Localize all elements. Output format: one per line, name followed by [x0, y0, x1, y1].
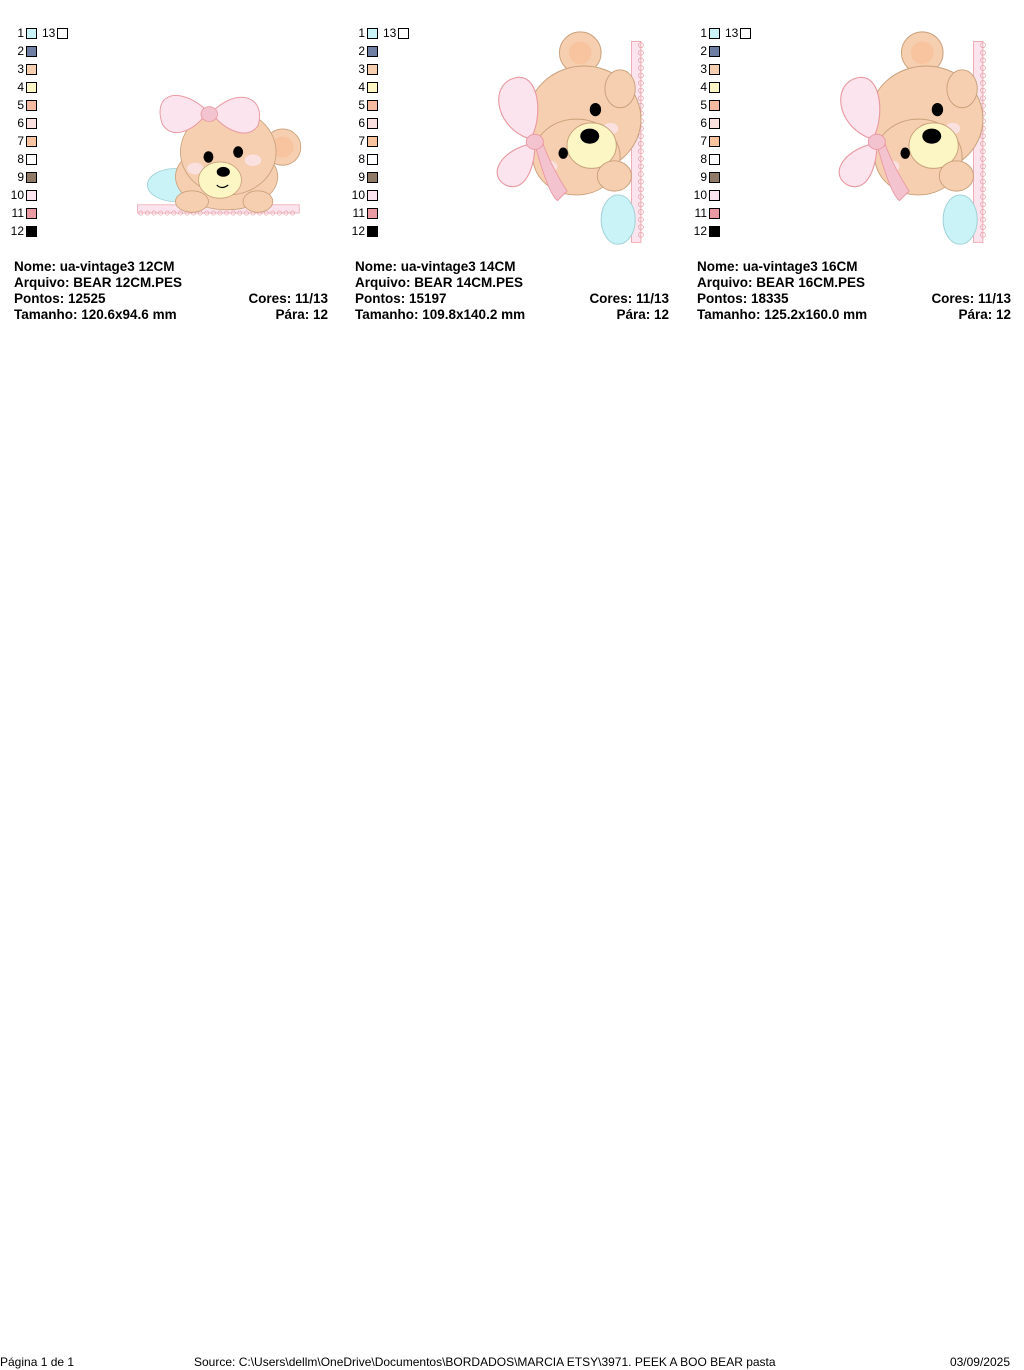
color-swatch [26, 64, 37, 75]
color-swatch [709, 172, 720, 183]
stop-count: Pára: 12 [958, 307, 1011, 322]
color-swatch-row [0, 134, 37, 148]
swatch-number: 5 [700, 98, 707, 112]
color-swatch [709, 64, 720, 75]
color-swatch-row [0, 26, 37, 40]
swatch-number: 1 [17, 26, 24, 40]
source-path: Source: C:\Users\dellm\OneDrive\Documentos\BORDADOS\MARCIA ETSY\3971. PEEK A BOO BEAR pasta [194, 1355, 776, 1369]
color-swatch-row [0, 188, 37, 202]
swatch-number: 5 [17, 98, 24, 112]
stitch-count: Pontos: 18335 [697, 291, 789, 306]
bear-peek-illustration [477, 30, 657, 248]
bear-lying-illustration [120, 58, 320, 218]
embroidery-preview [819, 30, 999, 253]
stitch-count: Pontos: 15197 [355, 291, 447, 306]
pink-bow-loop [499, 77, 538, 138]
color-swatch [26, 136, 37, 147]
color-swatch [367, 226, 378, 237]
color-swatch-row [683, 170, 720, 184]
color-swatch [26, 118, 37, 129]
stop-count: Pára: 12 [616, 307, 669, 322]
color-swatch-row [341, 206, 378, 220]
color-swatch [26, 46, 37, 57]
design-name: Nome: ua-vintage3 16CM [697, 259, 858, 274]
swatch-number: 1 [700, 26, 707, 40]
color-swatch [367, 82, 378, 93]
color-swatch-row [341, 98, 378, 112]
color-swatch-row [683, 134, 720, 148]
color-count: Cores: 11/13 [248, 291, 328, 306]
swatch-number: 2 [700, 44, 707, 58]
swatch-number: 12 [10, 224, 24, 238]
color-swatch [367, 118, 378, 129]
pink-bow-loop [841, 77, 880, 138]
big-bear-paw [605, 70, 635, 108]
color-swatch [367, 64, 378, 75]
big-bear-eye [590, 103, 601, 116]
swatch-number: 4 [700, 80, 707, 94]
color-swatch-row [725, 26, 751, 40]
small-bear-paw [597, 161, 631, 191]
small-bear-eye [558, 148, 567, 159]
swatch-number: 7 [17, 134, 24, 148]
stitch-count: Pontos: 12525 [14, 291, 106, 306]
color-swatch-row [683, 152, 720, 166]
design-info [355, 259, 669, 323]
design-card [683, 0, 1013, 330]
swatch-number: 13 [383, 26, 397, 40]
size-row [355, 307, 669, 323]
color-swatch [709, 226, 720, 237]
swatch-number: 5 [358, 98, 365, 112]
page-indicator: Página 1 de 1 [0, 1355, 75, 1369]
color-swatch-row [0, 44, 37, 58]
color-swatch-row [0, 152, 37, 166]
small-bear-eye [900, 148, 909, 159]
design-size: Tamanho: 125.2x160.0 mm [697, 307, 868, 322]
swatch-number: 6 [17, 116, 24, 130]
color-swatch [26, 208, 37, 219]
color-swatch-row [683, 224, 720, 238]
color-swatch [367, 136, 378, 147]
stats-row [355, 291, 669, 307]
size-row [697, 307, 1011, 323]
color-swatch-row [341, 224, 378, 238]
color-swatch-row [0, 62, 37, 76]
design-file: Arquivo: BEAR 16CM.PES [697, 275, 866, 290]
stats-row [14, 291, 328, 307]
color-swatch-row [0, 80, 37, 94]
color-swatch-row [42, 26, 68, 40]
color-swatch [398, 28, 409, 39]
swatch-number: 11 [694, 206, 707, 220]
pink-bow-loop [839, 144, 877, 187]
bear-eye [233, 146, 243, 158]
pink-bow-knot [201, 107, 217, 122]
swatch-number: 8 [700, 152, 707, 166]
color-swatch-row [341, 62, 378, 76]
swatch-number: 4 [358, 80, 365, 94]
swatch-number: 7 [700, 134, 707, 148]
design-info [14, 259, 328, 323]
color-swatch [709, 100, 720, 111]
color-swatch [367, 46, 378, 57]
color-swatch-row [683, 98, 720, 112]
stop-count: Pára: 12 [275, 307, 328, 322]
color-swatch-row [0, 98, 37, 112]
color-swatch [740, 28, 751, 39]
color-swatch-row [683, 26, 720, 40]
design-card [341, 0, 671, 330]
small-bear-paw [939, 161, 973, 191]
color-swatch [367, 154, 378, 165]
color-count: Cores: 11/13 [589, 291, 669, 306]
color-swatch-row [0, 170, 37, 184]
color-swatch [709, 46, 720, 57]
big-bear-paw [947, 70, 977, 108]
swatch-number: 10 [693, 188, 707, 202]
pink-bow-knot [526, 134, 543, 149]
swatch-number: 9 [700, 170, 707, 184]
color-swatch [709, 190, 720, 201]
big-bear-eye [932, 103, 943, 116]
swatch-number: 13 [42, 26, 56, 40]
color-swatch [709, 136, 720, 147]
color-swatch-row [341, 170, 378, 184]
design-name: Nome: ua-vintage3 12CM [14, 259, 175, 274]
big-bear-inner-ear [911, 41, 934, 64]
design-name: Nome: ua-vintage3 14CM [355, 259, 516, 274]
color-swatch-row [683, 44, 720, 58]
swatch-number: 2 [17, 44, 24, 58]
swatch-number: 12 [693, 224, 707, 238]
bear-paw [243, 191, 273, 212]
swatch-number: 12 [351, 224, 365, 238]
swatch-number: 9 [358, 170, 365, 184]
design-file: Arquivo: BEAR 14CM.PES [355, 275, 524, 290]
bear-eye [204, 151, 214, 163]
color-swatch [709, 154, 720, 165]
color-swatch-row [341, 134, 378, 148]
color-swatch [26, 190, 37, 201]
color-swatch-row [341, 80, 378, 94]
color-swatch-row [0, 116, 37, 130]
size-row [14, 307, 328, 323]
blue-sleeve [601, 195, 635, 244]
small-bear-nose [922, 129, 941, 144]
color-swatch-row [683, 206, 720, 220]
swatch-number: 8 [358, 152, 365, 166]
swatch-number: 3 [17, 62, 24, 76]
color-swatch [26, 154, 37, 165]
color-swatch-row [0, 206, 37, 220]
color-swatch [709, 208, 720, 219]
color-swatch [367, 172, 378, 183]
swatch-number: 11 [11, 206, 24, 220]
color-swatch [709, 28, 720, 39]
color-swatch [367, 190, 378, 201]
color-swatch-row [683, 188, 720, 202]
color-swatch [367, 208, 378, 219]
color-swatch [26, 100, 37, 111]
swatch-number: 6 [700, 116, 707, 130]
color-count: Cores: 11/13 [931, 291, 1011, 306]
bear-cheek [245, 154, 261, 166]
swatch-number: 8 [17, 152, 24, 166]
swatch-number: 3 [700, 62, 707, 76]
color-swatch-row [683, 116, 720, 130]
swatch-number: 6 [358, 116, 365, 130]
print-date: 03/09/2025 [949, 1355, 1010, 1369]
design-card [0, 0, 330, 330]
pink-bow-loop [497, 144, 535, 187]
blue-sleeve [943, 195, 977, 244]
design-size: Tamanho: 120.6x94.6 mm [14, 307, 177, 322]
swatch-number: 11 [352, 206, 365, 220]
color-swatch [26, 28, 37, 39]
color-swatch-row [683, 80, 720, 94]
color-swatch-row [383, 26, 409, 40]
color-swatch [709, 82, 720, 93]
stats-row [697, 291, 1011, 307]
color-swatch [26, 172, 37, 183]
color-swatch [26, 82, 37, 93]
color-swatch [367, 100, 378, 111]
design-info [697, 259, 1011, 323]
color-swatch-row [341, 152, 378, 166]
color-swatch-row [0, 224, 37, 238]
bear-peek-illustration [819, 30, 999, 248]
color-swatch-row [341, 116, 378, 130]
swatch-number: 3 [358, 62, 365, 76]
swatch-number: 10 [351, 188, 365, 202]
color-swatch-row [341, 188, 378, 202]
big-bear-inner-ear [569, 41, 592, 64]
color-swatch-row [341, 44, 378, 58]
swatch-number: 4 [17, 80, 24, 94]
design-size: Tamanho: 109.8x140.2 mm [355, 307, 526, 322]
swatch-number: 1 [358, 26, 365, 40]
swatch-number: 10 [10, 188, 24, 202]
embroidery-preview [477, 30, 657, 253]
color-swatch-row [341, 26, 378, 40]
embroidery-preview [120, 58, 320, 223]
small-bear-nose [580, 129, 599, 144]
design-file: Arquivo: BEAR 12CM.PES [14, 275, 183, 290]
color-swatch-row [683, 62, 720, 76]
bear-nose [217, 167, 230, 177]
pink-bow-knot [868, 134, 885, 149]
swatch-number: 2 [358, 44, 365, 58]
color-swatch [367, 28, 378, 39]
bear-paw [175, 191, 208, 212]
color-swatch [26, 226, 37, 237]
bear-muzzle [199, 162, 242, 198]
color-swatch [57, 28, 68, 39]
swatch-number: 7 [358, 134, 365, 148]
swatch-number: 13 [725, 26, 739, 40]
swatch-number: 9 [17, 170, 24, 184]
color-swatch [709, 118, 720, 129]
